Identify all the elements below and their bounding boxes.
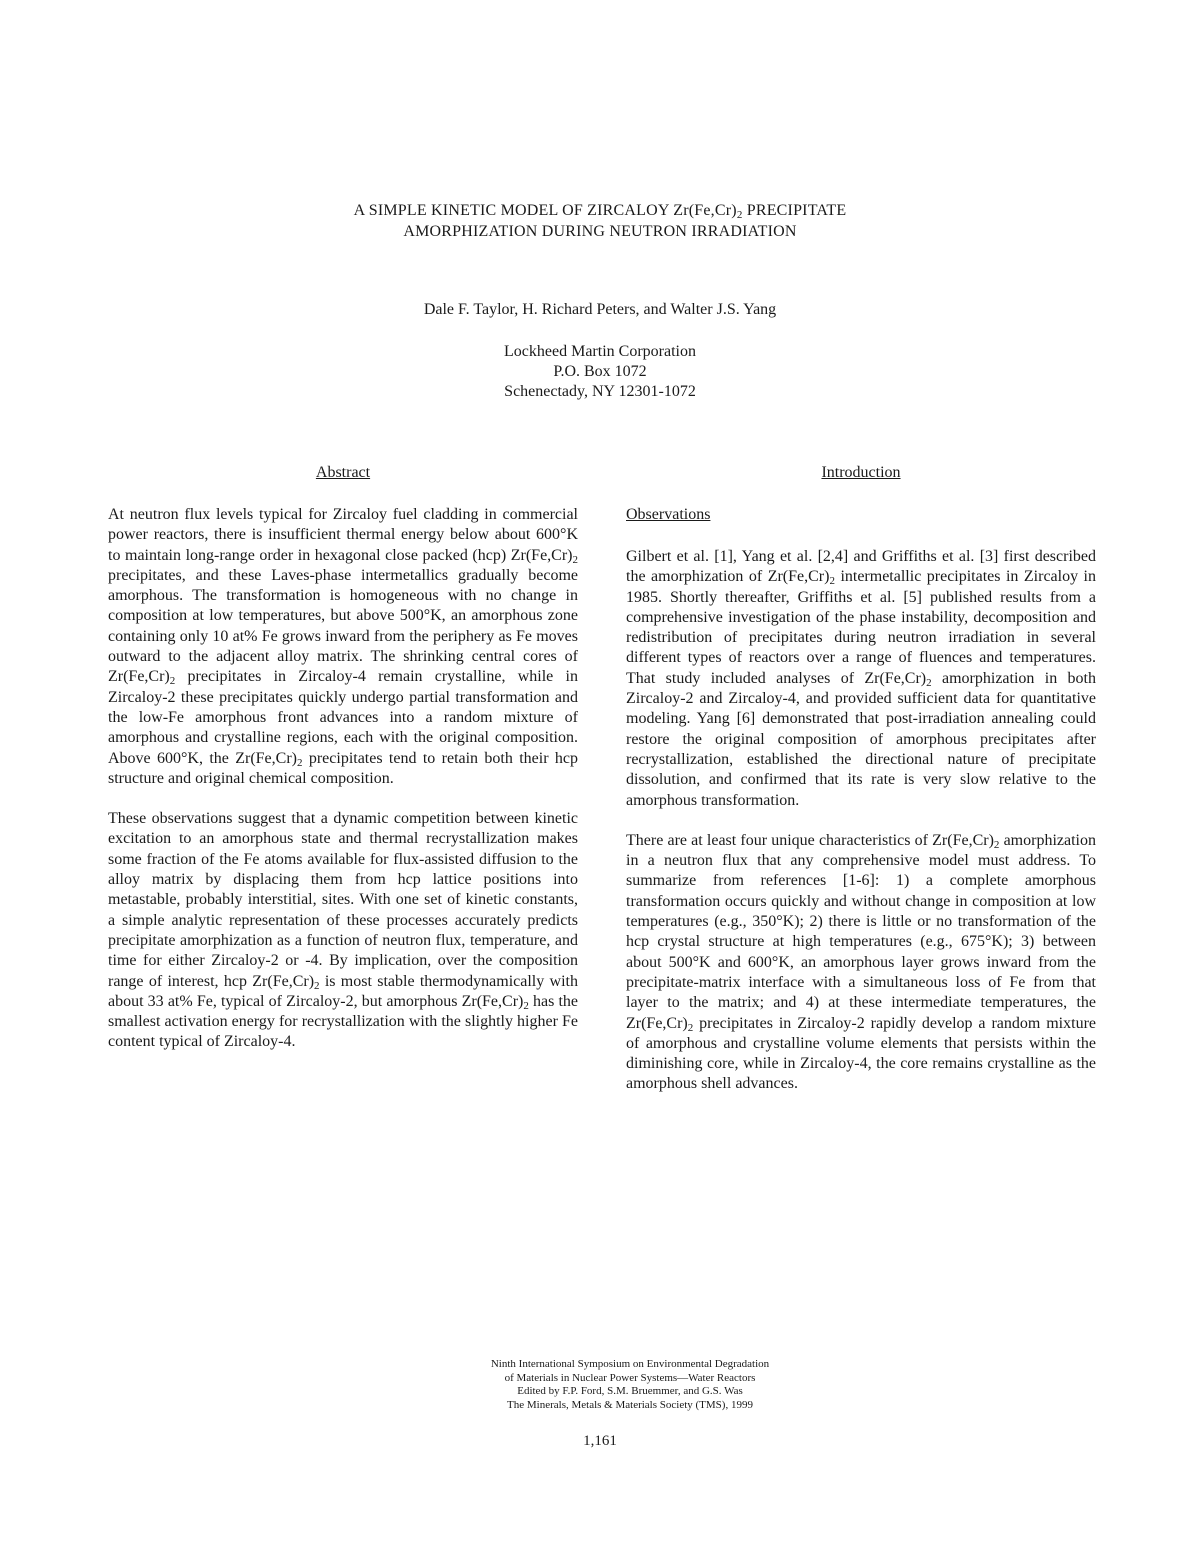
affiliation-org: Lockheed Martin Corporation [504, 343, 696, 360]
observations-subheading: Observations [626, 506, 711, 523]
page-number: 1,161 [583, 1433, 617, 1449]
affiliation-city: Schenectady, NY 12301-1072 [504, 383, 696, 400]
introduction-paragraph-1: Gilbert et al. [1], Yang et al. [2,4] and Griffiths et al. [3] first described the amorphization of $Zr(Fe,Cr)_2$ intermetallic precipitates in Zircaloy in 1985. Shortly thereafter, Griffiths et al. [5] published results from a comprehensive investigation of the phase instability, decomposition and redistribution of precipitates during neutron irradiation in several different types of reactors over a range of fluences and temperatures. That study included analyses of $Zr(Fe,Cr)_2$ amorphization in both Zircaloy-2 and Zircaloy-4, and provided sufficient data for quantitative modeling. Yang [6] demonstrated that post-irradiation annealing could restore the original composition of amorphous precipitates after recrystallization, established the directional nature of precipitate dissolution, and confirmed that its rate is very slow relative to the amorphous transformation. [626, 548, 1097, 809]
footer-line-2: of Materials in Nuclear Power Systems—Water Reactors [504, 1371, 756, 1384]
proceedings-footer [430, 1358, 830, 1412]
abstract-paragraph-1: At neutron flux levels typical for Zircaloy fuel cladding in commercial power reactors, there is insufficient thermal energy below about 600°K to maintain long-range order in hexagonal close packed (hcp) $Zr(Fe,Cr)_2$ precipitates, and these Laves-phase intermetallics gradually become amorphous. The transformation is homogeneous with no change in composition at low temperatures, but above 500°K, an amorphous zone containing only 10 at% Fe grows inward from the periphery as Fe moves outward to the adjacent alloy matrix. The shrinking central cores of $Zr(Fe,Cr)_2$ precipitates in Zircaloy-4 remain crystalline, while in Zircaloy-2 these precipitates quickly undergo partial transformation and the low-Fe amorphous front advances into a random mixture of amorphous and crystalline regions, each with the original composition. Above 600°K, the $Zr(Fe,Cr)_2$ precipitates tend to retain both their hcp structure and original chemical composition. [108, 506, 578, 787]
introduction-column [626, 463, 1096, 1115]
footer-line-1: Ninth International Symposium on Environmental Degradation [490, 1358, 770, 1370]
abstract-paragraph-2: These observations suggest that a dynamic competition between kinetic excitation to an amorphous state and thermal recrystallization makes some fraction of the Fe atoms available for flux-assisted diffusion to the alloy matrix by displacing them from hcp lattice positions into metastable, probably interstitial, sites. With one set of kinetic constants, a simple analytic representation of these processes accurately predicts precipitate amorphization as a function of neutron flux, temperature, and time for either Zircaloy-2 or -4. By implication, over the composition range of interest, hcp $Zr(Fe,Cr)_2$ is most stable thermodynamically with about 33 at% Fe, typical of Zircaloy-2, but amorphous $Zr(Fe,Cr)_2$ has the smallest activation energy for recrystallization with the slightly higher Fe content typical of Zircaloy-4. [108, 810, 579, 1051]
affiliation [300, 342, 900, 402]
abstract-heading: Abstract [315, 464, 371, 481]
paper-title [200, 200, 1000, 242]
footer-line-4: The Minerals, Metals & Materials Society (TMS), 1999 [507, 1398, 753, 1411]
footer-line-3: Edited by F.P. Ford, S.M. Bruemmer, and G.S. Was [517, 1385, 743, 1397]
abstract-column [108, 463, 578, 1073]
title-line-1: A SIMPLE KINETIC MODEL OF ZIRCALOY $Zr(Fe,Cr)_2$ PRECIPITATE [353, 202, 847, 221]
title-line-2: AMORPHIZATION DURING NEUTRON IRRADIATION [403, 223, 797, 240]
introduction-paragraph-2: There are at least four unique characteristics of $Zr(Fe,Cr)_2$ amorphization in a neutron flux that any comprehensive model must address. To summarize from references [1-6]: 1) a complete amorphous transformation occurs quickly and without change in composition at low temperatures (e.g., 350°K); 2) there is little or no transformation of the hcp crystal structure at high temperatures (e.g., 675°K); 3) between about 500°K and 600°K, an amorphous layer grows inward from the precipitate-matrix interface with a simultaneous loss of Fe from that layer to the matrix; and 4) at these intermediate temperatures, the $Zr(Fe,Cr)_2$ precipitates in Zircaloy-2 rapidly develop a random mixture of amorphous and crystalline volume elements that persists within the diminishing core, while in Zircaloy-4, the core remains crystalline as the amorphous shell advances. [626, 831, 1096, 1093]
affiliation-box: P.O. Box 1072 [553, 363, 647, 380]
authors: Dale F. Taylor, H. Richard Peters, and Walter J.S. Yang [423, 301, 777, 318]
introduction-heading: Introduction [821, 464, 901, 481]
